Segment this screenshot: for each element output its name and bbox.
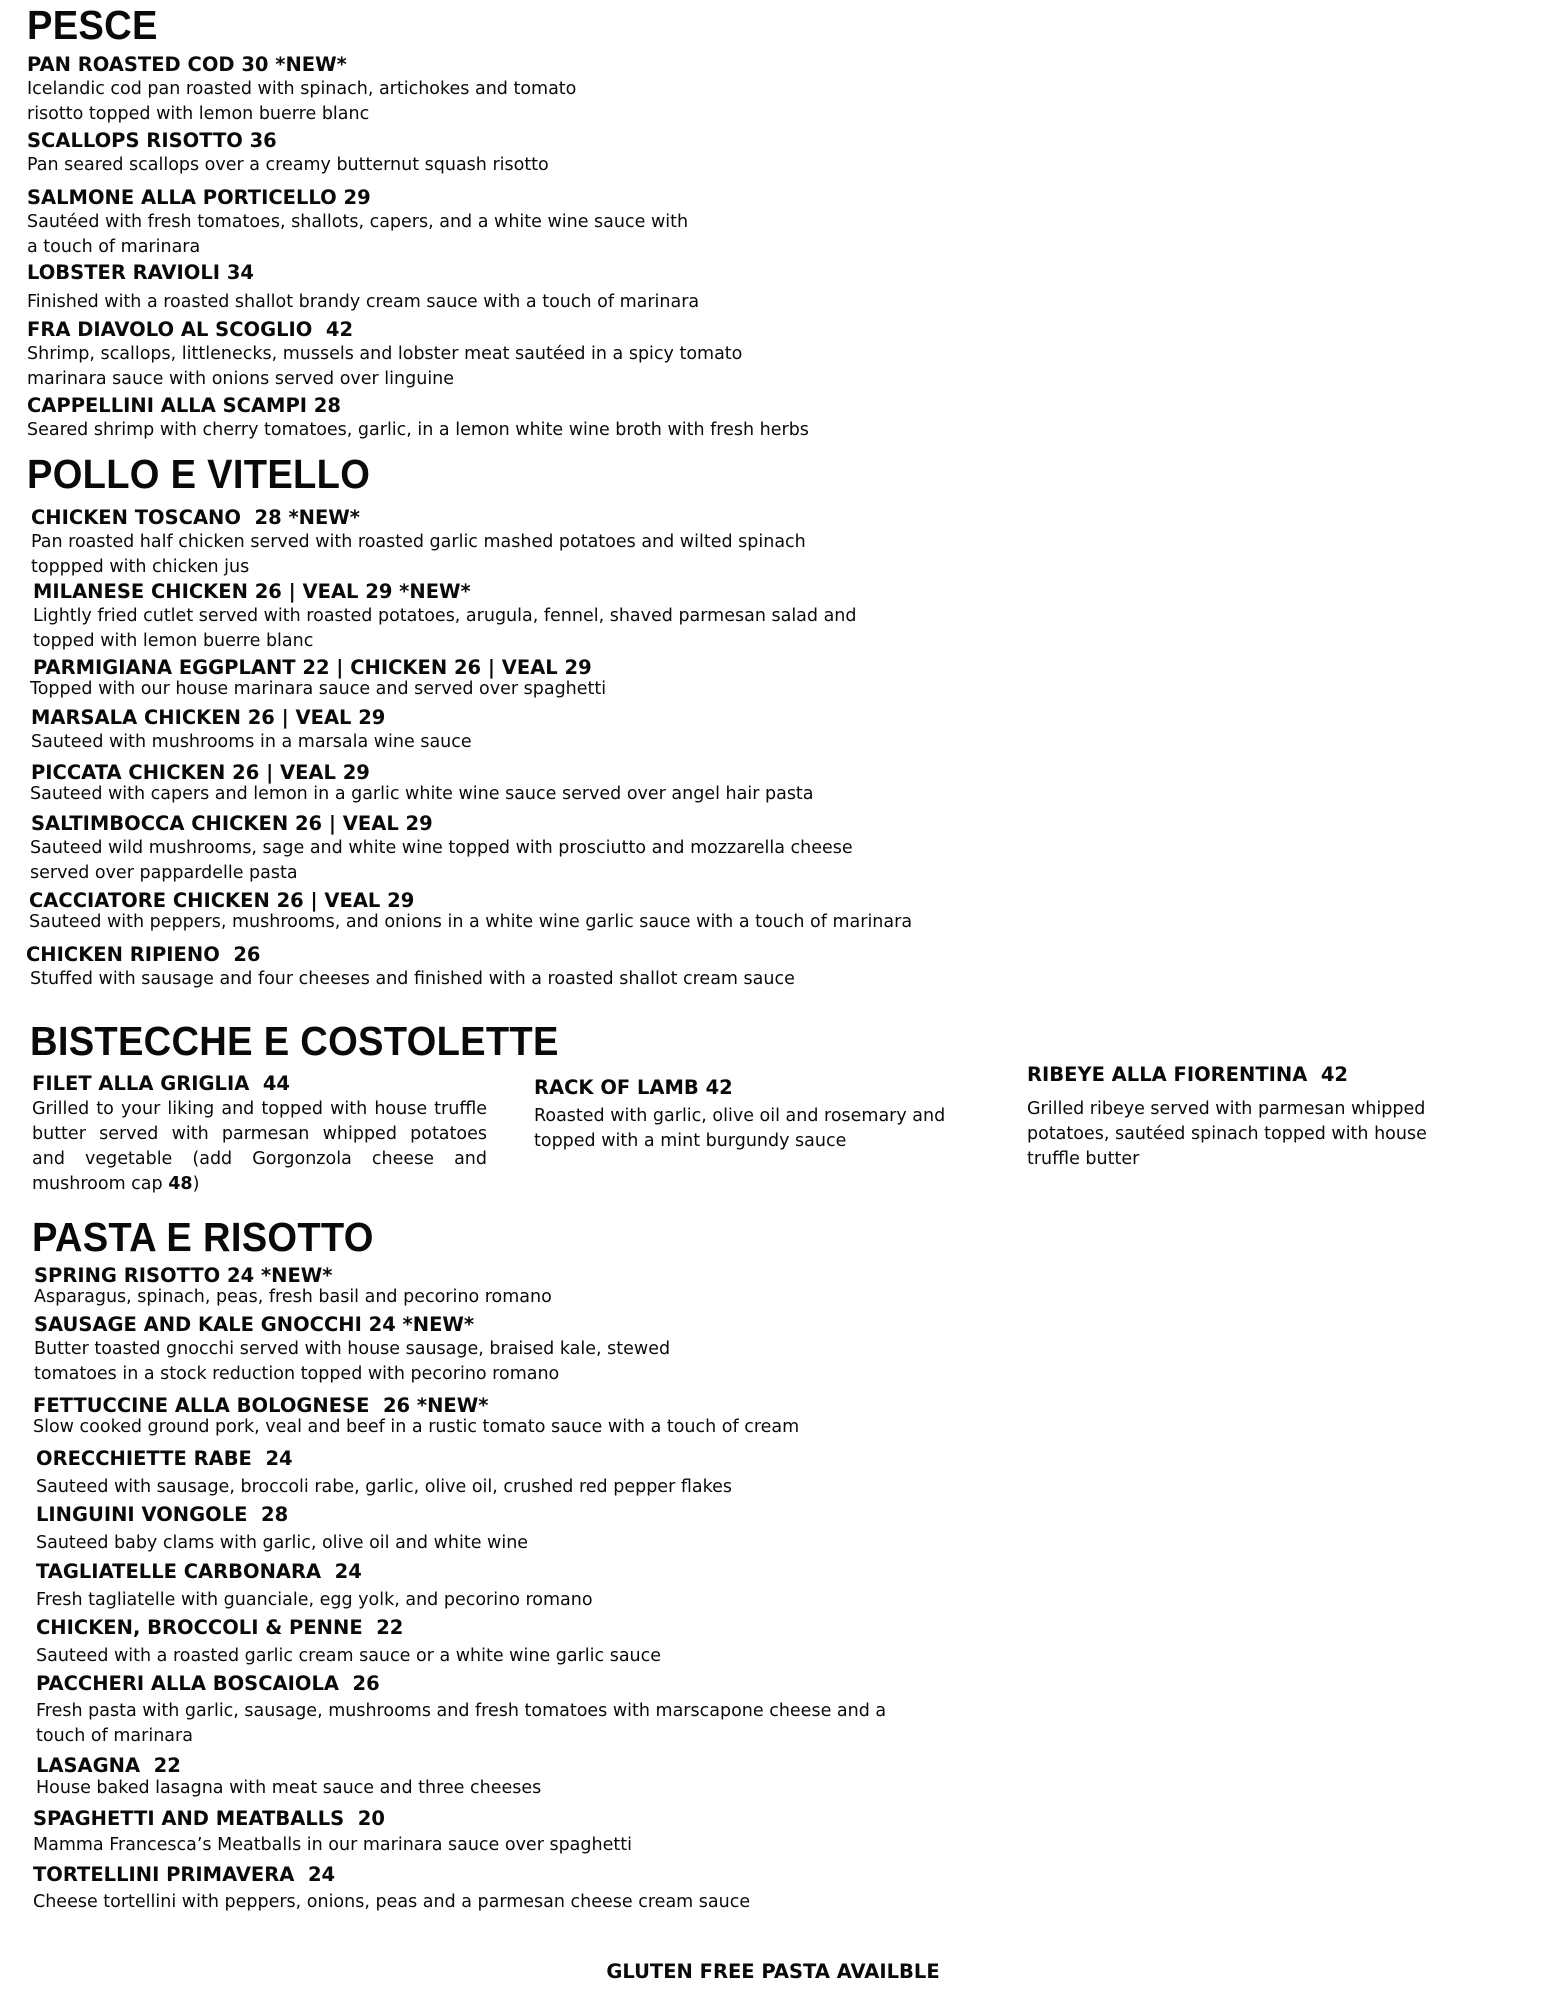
item-description: Sautéed with fresh tomatoes, shallots, capers, and a white wine sauce with a touch of marinara: [27, 212, 689, 257]
item-description-price: 48: [168, 1174, 193, 1194]
section-pasta: [32, 1214, 399, 1260]
item-description: Pan roasted half chicken served with roasted garlic mashed potatoes and wilted spinach toppped with chicken jus: [31, 532, 806, 577]
pollo-item-0: [31, 506, 806, 580]
item-name: CHICKEN, BROCCOLI & PENNE 22: [36, 1616, 404, 1639]
item-description: Slow cooked ground pork, veal and beef in a rustic tomato sauce with a touch of cream: [33, 1417, 800, 1437]
pesce-item-4: [27, 318, 742, 392]
item-name: LINGUINI VONGOLE 28: [36, 1503, 289, 1526]
item-description-text: Grilled to your liking and topped with house truffle butter served with parmesan whipped potatoes and vegetable (add Gorgonzola cheese and mushroom cap: [32, 1099, 487, 1194]
item-description: Butter toasted gnocchi served with house sausage, braised kale, stewed tomatoes in a stock reduction topped with pecorino romano: [34, 1339, 671, 1384]
pasta-item-4: [36, 1503, 528, 1556]
pollo-item-6: [29, 889, 912, 935]
item-description: Sauteed with peppers, mushrooms, and onions in a white wine garlic sauce with a touch of marinara: [29, 912, 913, 932]
section-title-pesce: PESCE: [27, 2, 158, 48]
item-name: MILANESE CHICKEN 26 | VEAL 29 *NEW*: [33, 580, 471, 603]
item-name: PARMIGIANA EGGPLANT 22 | CHICKEN 26 | VEAL 29: [33, 656, 592, 679]
pasta-item-7: [36, 1672, 886, 1749]
section-bistecche: [30, 1018, 599, 1064]
item-description: Sauteed wild mushrooms, sage and white wine topped with prosciutto and mozzarella cheese served over pappardelle pasta: [30, 838, 853, 883]
pasta-item-6: [36, 1616, 661, 1669]
pasta-item-2: [33, 1394, 799, 1440]
item-description: Cheese tortellini with peppers, onions, peas and a parmesan cheese cream sauce: [33, 1892, 751, 1912]
item-name: PACCHERI ALLA BOSCAIOLA 26: [36, 1672, 380, 1695]
item-name: CACCIATORE CHICKEN 26 | VEAL 29: [29, 889, 415, 912]
item-description: Shrimp, scallops, littlenecks, mussels and lobster meat sautéed in a spicy tomato marinara sauce with onions served over linguine: [27, 344, 743, 389]
item-name: FILET ALLA GRIGLIA 44: [32, 1072, 291, 1095]
section-title-pollo: POLLO E VITELLO: [27, 451, 371, 497]
section-pollo: [27, 451, 396, 497]
pasta-item-5: [36, 1560, 593, 1613]
pesce-item-5: [27, 394, 809, 443]
pasta-item-1: [34, 1313, 670, 1387]
item-description-end: ): [192, 1174, 200, 1194]
pasta-item-8: [36, 1754, 541, 1801]
section-title-pasta: PASTA E RISOTTO: [32, 1214, 374, 1260]
item-description: Roasted with garlic, olive oil and rosemary and topped with a mint burgundy sauce: [534, 1106, 946, 1151]
item-name: CHICKEN TOSCANO 28 *NEW*: [31, 506, 361, 529]
item-description: Stuffed with sausage and four cheeses and finished with a roasted shallot cream sauce: [30, 969, 795, 989]
item-description: Grilled ribeye served with parmesan whipped potatoes, sautéed spinach topped with house truffle butter: [1027, 1099, 1427, 1169]
gluten-free-note: GLUTEN FREE PASTA AVAILBLE: [606, 1960, 940, 1983]
pasta-item-10: [33, 1863, 750, 1915]
item-name: PAN ROASTED COD 30 *NEW*: [27, 53, 347, 76]
item-name: MARSALA CHICKEN 26 | VEAL 29: [31, 706, 386, 729]
item-description: Finished with a roasted shallot brandy cream sauce with a touch of marinara: [27, 292, 700, 312]
item-name: TAGLIATELLE CARBONARA 24: [36, 1560, 362, 1583]
pollo-item-4: [31, 761, 814, 807]
pollo-item-2: [30, 656, 607, 702]
item-description: Sauteed with sausage, broccoli rabe, garlic, olive oil, crushed red pepper flakes: [36, 1477, 732, 1497]
pollo-item-3: [31, 706, 472, 755]
item-description: Pan seared scallops over a creamy butternut squash risotto: [27, 155, 549, 175]
item-name: FETTUCCINE ALLA BOLOGNESE 26 *NEW*: [33, 1394, 489, 1417]
pesce-item-0: [27, 53, 576, 127]
item-description: Asparagus, spinach, peas, fresh basil and pecorino romano: [34, 1287, 552, 1307]
item-name: RIBEYE ALLA FIORENTINA 42: [1027, 1063, 1348, 1086]
item-name: PICCATA CHICKEN 26 | VEAL 29: [31, 761, 370, 784]
item-description: Seared shrimp with cherry tomatoes, garlic, in a lemon white wine broth with fresh herbs: [27, 420, 809, 440]
item-description: Fresh tagliatelle with guanciale, egg yolk, and pecorino romano: [36, 1590, 593, 1610]
item-name: CHICKEN RIPIENO 26: [26, 943, 261, 966]
item-description: Topped with our house marinara sauce and served over spaghetti: [30, 679, 607, 699]
item-description: Sauteed with capers and lemon in a garlic white wine sauce served over angel hair pasta: [30, 784, 814, 804]
bistecche-item-2: [1027, 1063, 1427, 1172]
item-name: LOBSTER RAVIOLI 34: [27, 261, 254, 284]
pesce-item-1: [27, 129, 549, 178]
item-name: SAUSAGE AND KALE GNOCCHI 24 *NEW*: [34, 1313, 475, 1336]
pasta-item-9: [33, 1807, 632, 1858]
item-description: House baked lasagna with meat sauce and three cheeses: [36, 1778, 542, 1798]
item-name: RACK OF LAMB 42: [534, 1076, 733, 1099]
pesce-item-3: [27, 261, 699, 315]
item-name: SPRING RISOTTO 24 *NEW*: [34, 1264, 333, 1287]
item-name: CAPPELLINI ALLA SCAMPI 28: [27, 394, 341, 417]
pasta-item-3: [36, 1447, 732, 1500]
pasta-item-0: [34, 1264, 552, 1310]
item-description: Sauteed with a roasted garlic cream sauce or a white wine garlic sauce: [36, 1646, 662, 1666]
item-name: SPAGHETTI AND MEATBALLS 20: [33, 1807, 385, 1830]
bistecche-item-0: [32, 1072, 487, 1197]
item-description: Icelandic cod pan roasted with spinach, artichokes and tomato risotto topped with lemon buerre blanc: [27, 79, 577, 124]
bistecche-item-1: [534, 1076, 945, 1154]
item-name: ORECCHIETTE RABE 24: [36, 1447, 293, 1470]
pesce-item-2: [27, 186, 688, 260]
item-name: SALTIMBOCCA CHICKEN 26 | VEAL 29: [31, 812, 433, 835]
item-description: Sauteed baby clams with garlic, olive oil and white wine: [36, 1533, 529, 1553]
item-description: Sauteed with mushrooms in a marsala wine sauce: [31, 732, 472, 752]
pollo-item-5: [31, 812, 853, 886]
item-description: Mamma Francesca’s Meatballs in our marinara sauce over spaghetti: [33, 1835, 632, 1855]
item-name: SALMONE ALLA PORTICELLO 29: [27, 186, 371, 209]
pollo-item-7: [26, 943, 795, 992]
item-name: SCALLOPS RISOTTO 36: [27, 129, 277, 152]
item-description: Lightly fried cutlet served with roasted potatoes, arugula, fennel, shaved parmesan salad and topped with lemon buerre blanc: [33, 606, 857, 651]
item-name: TORTELLINI PRIMAVERA 24: [33, 1863, 336, 1886]
section-pesce: [27, 2, 168, 48]
section-title-bistecche: BISTECCHE E COSTOLETTE: [30, 1018, 559, 1064]
item-name: LASAGNA 22: [36, 1754, 181, 1777]
pollo-item-1: [33, 580, 857, 654]
item-name: FRA DIAVOLO AL SCOGLIO 42: [27, 318, 354, 341]
item-description: [32, 1097, 487, 1197]
item-description: Fresh pasta with garlic, sausage, mushrooms and fresh tomatoes with marscapone cheese and a touch of marinara: [36, 1701, 887, 1746]
